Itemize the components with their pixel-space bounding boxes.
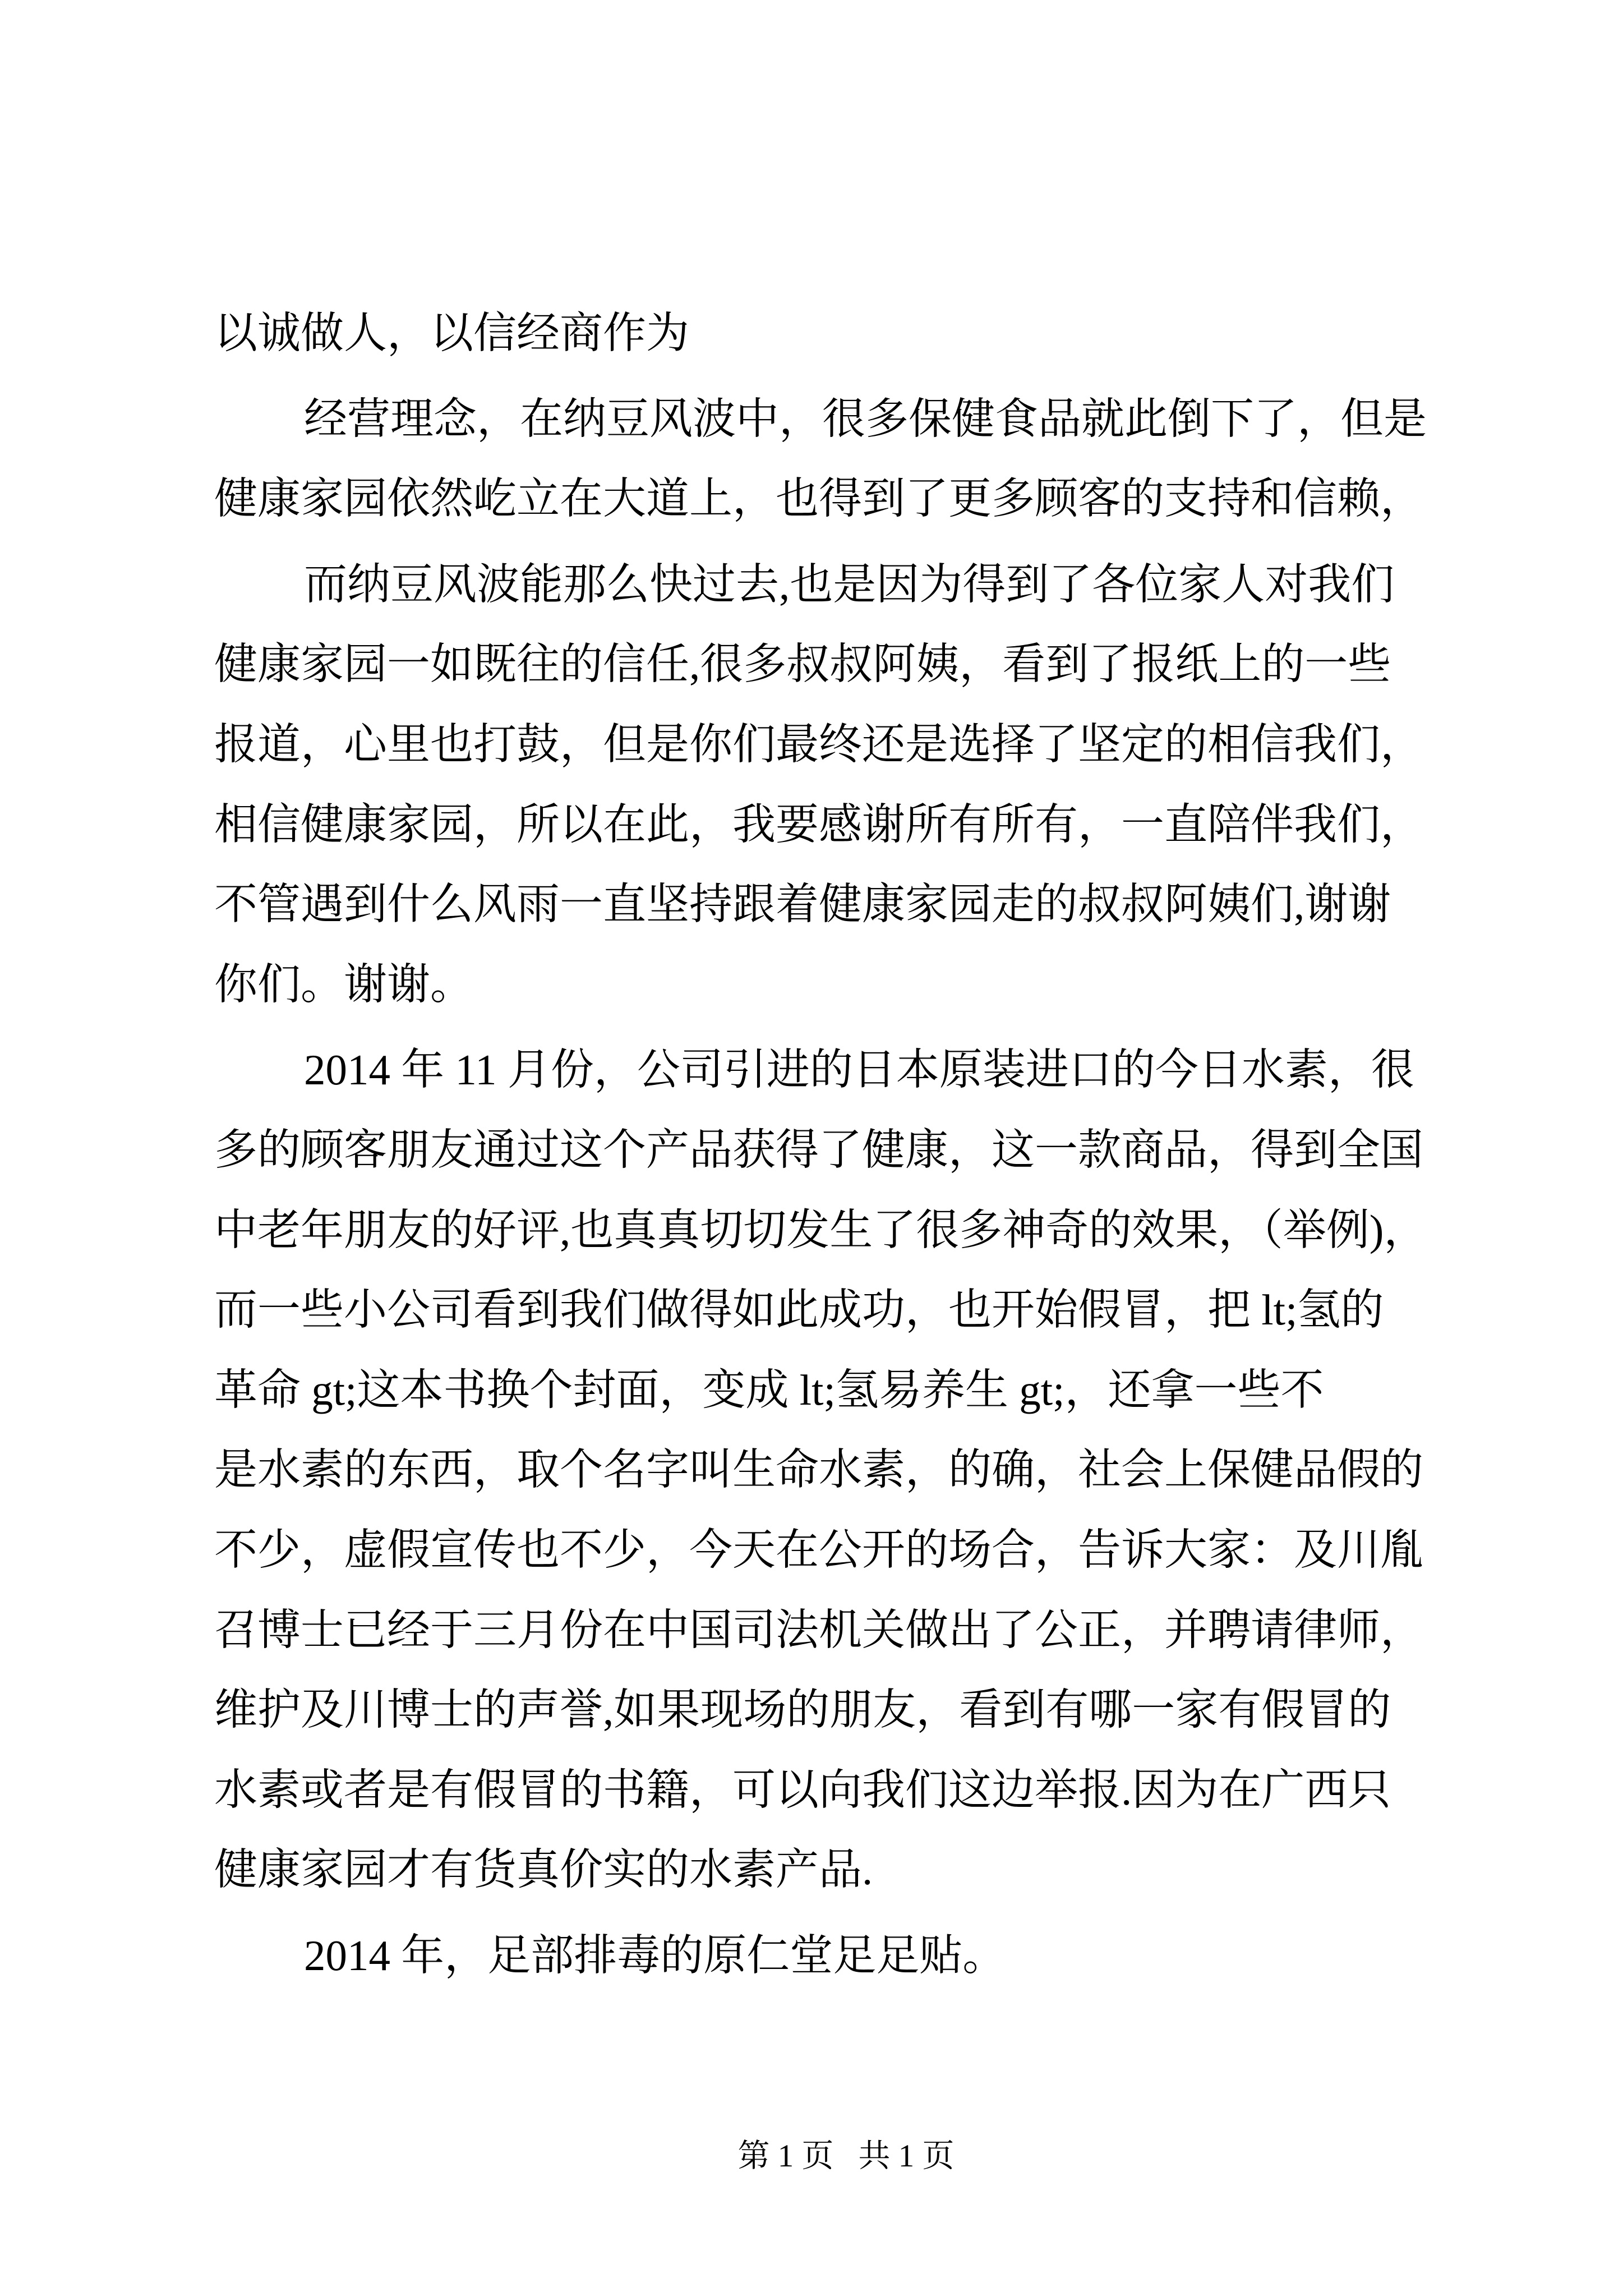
text-line: 而一些小公司看到我们做得如此成功，也开始假冒，把 lt;氢的	[214, 1286, 1384, 1335]
document-body	[214, 293, 1504, 1995]
text-line: 健康家园才有货真价实的水素产品.	[214, 1846, 873, 1894]
text-line: 相信健康家园，所以在此，我要感谢所有所有，一直陪伴我们，	[214, 800, 1423, 849]
text-line: 水素或者是有假冒的书籍，可以向我们这边举报.因为在广西只	[214, 1765, 1391, 1814]
page-number-total: 共 1 页	[858, 2138, 955, 2174]
text-line: 多的顾客朋友通过这个产品获得了健康，这一款商品，得到全国	[214, 1125, 1423, 1174]
text-line: 以诚做人，以信经商作为	[214, 309, 689, 357]
page-footer	[214, 2097, 1446, 2215]
text-line: 召博士已经于三月份在中国司法机关做出了公正，并聘请律师，	[214, 1605, 1423, 1654]
text-line: 2014 年 11 月份，公司引进的日本原装进口的今日水素，很	[304, 1046, 1414, 1094]
text-line: 经营理念，在纳豆风波中，很多保健食品就此倒下了，但是	[304, 394, 1427, 443]
text-line: 中老年朋友的好评,也真真切切发生了很多神奇的效果，（举例)，	[214, 1205, 1427, 1254]
paragraph	[214, 1030, 1504, 1910]
text-line: 而纳豆风波能那么快过去,也是因为得到了各位家人对我们	[304, 560, 1395, 609]
text-line: 报道，心里也打鼓，但是你们最终还是选择了坚定的相信我们，	[214, 720, 1423, 769]
text-line: 维护及川博士的声誉,如果现场的朋友，看到有哪一家有假冒的	[214, 1686, 1391, 1734]
text-line: 革命 gt;这本书换个封面，变成 lt;氢易养生 gt;，还拿一些不	[214, 1365, 1324, 1414]
text-line: 是水素的东西，取个名字叫生命水素，的确，社会上保健品假的	[214, 1446, 1423, 1494]
paragraph	[214, 1916, 1504, 1996]
page-number-current: 第 1 页	[737, 2138, 834, 2174]
text-line: 健康家园依然屹立在大道上，也得到了更多顾客的支持和信赖，	[214, 475, 1423, 523]
text-line: 健康家园一如既往的信任,很多叔叔阿姨，看到了报纸上的一些	[214, 640, 1391, 689]
paragraph	[214, 293, 1504, 374]
paragraph	[214, 379, 1504, 539]
text-line: 你们。谢谢。	[214, 960, 473, 1009]
paragraph	[214, 545, 1504, 1025]
text-line: 不少，虚假宣传也不少，今天在公开的场合，告诉大家：及川胤	[214, 1525, 1423, 1574]
text-line: 不管遇到什么风雨一直坚持跟着健康家园走的叔叔阿姨们,谢谢	[214, 880, 1391, 929]
text-line: 2014 年，足部排毒的原仁堂足足贴。	[304, 1931, 1006, 1980]
